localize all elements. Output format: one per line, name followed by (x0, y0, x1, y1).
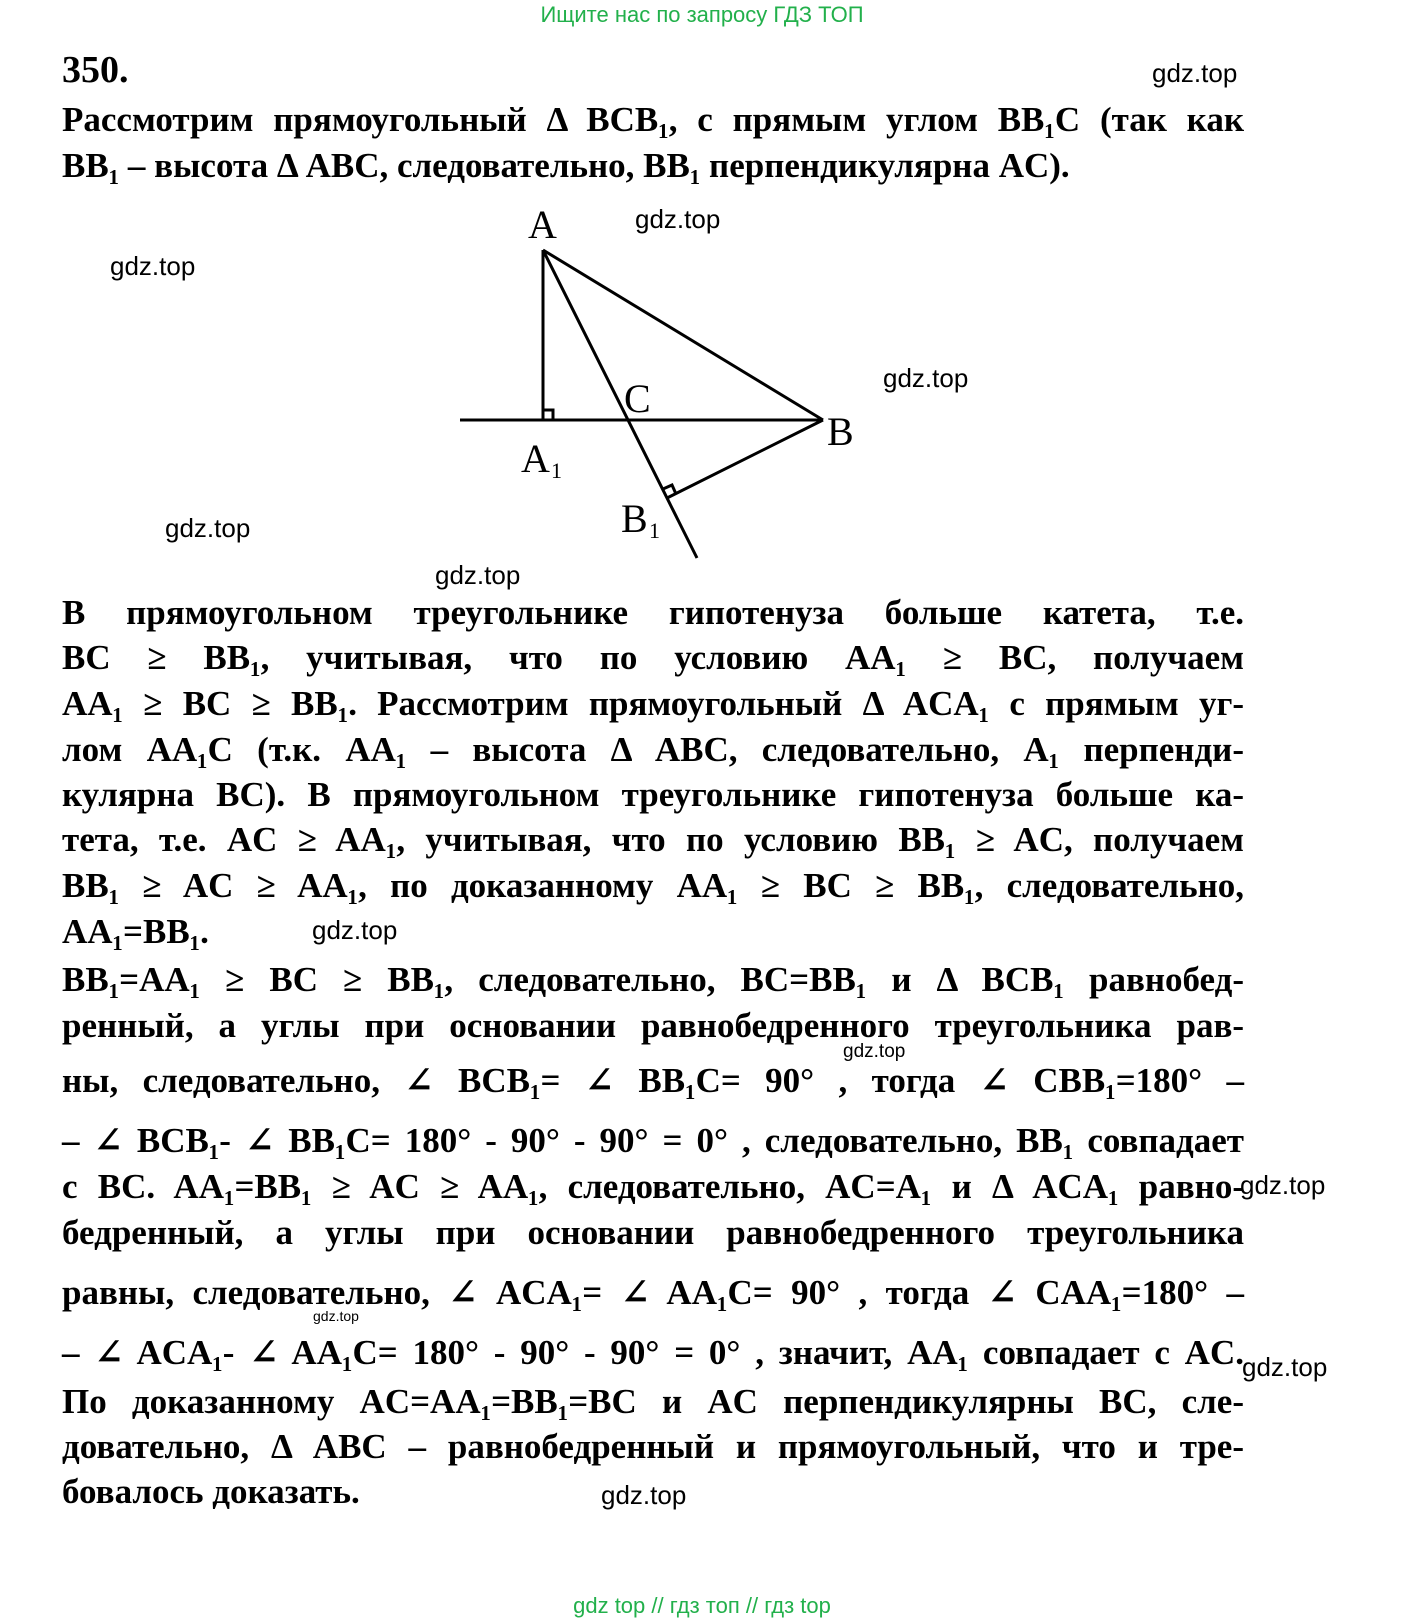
label-B1-sub: 1 (649, 518, 660, 543)
segment-BB1 (667, 420, 823, 498)
label-A1: A (521, 436, 550, 481)
text-line: BB₁ ≥ AC ≥ AA₁, по доказанному AA₁ ≥ BC ≥ BB₁, следовательно, (62, 866, 1244, 905)
watermark: gdz.top (1240, 1170, 1326, 1200)
text-line: ны, следовательно, ∠ BCB₁= ∠ BB₁C= 90° , тогда ∠ CBB₁=180° – (62, 1061, 1244, 1100)
text-line: – ∠ ACA₁- ∠ AA₁C= 180° - 90° - 90° = 0° , значит, AA₁ совпадает с AC. (62, 1333, 1244, 1372)
watermark: gdz.top (1152, 58, 1238, 88)
text-line: По доказанному AC=AA₁=BB₁=BC и AC перпендикулярны BC, сле- (62, 1382, 1244, 1421)
watermark: gdz.top (635, 204, 721, 234)
watermark: gdz.top (313, 1308, 359, 1324)
text-line: AA₁=BB₁. (62, 912, 209, 951)
watermark: gdz.top (312, 915, 398, 945)
label-A: A (528, 202, 557, 247)
problem-number: 350. (62, 49, 129, 91)
triangle-figure (0, 0, 1404, 600)
text-line: бедренный, а углы при основании равнобедренного треугольника (62, 1213, 1244, 1252)
text-line: BB₁ – высота Δ ABC, следовательно, BB₁ перпендикулярна AC). (62, 146, 1070, 185)
text-line: BB₁=AA₁ ≥ BC ≥ BB₁, следовательно, BC=BB₁ и Δ BCB₁ равнобед- (62, 960, 1244, 999)
watermark: gdz.top (1242, 1352, 1328, 1382)
label-C: C (624, 376, 651, 421)
text-line: AA₁ ≥ BC ≥ BB₁. Рассмотрим прямоугольный Δ ACA₁ с прямым уг- (62, 684, 1244, 723)
text-line: лом AA₁C (т.к. AA₁ – высота Δ ABC, следовательно, A₁ перпенди- (62, 730, 1244, 769)
text-line: с BC. AA₁=BB₁ ≥ AC ≥ AA₁, следовательно, AC=A₁ и Δ ACA₁ равно- (62, 1167, 1244, 1206)
label-A1-sub: 1 (551, 458, 562, 483)
watermark: gdz.top (435, 560, 521, 590)
top-banner: Ищите нас по запросу ГДЗ ТОП (540, 2, 864, 27)
text-line: Рассмотрим прямоугольный Δ BCB₁, с прямым углом BB₁C (так как (62, 100, 1244, 139)
watermark: gdz.top (110, 251, 196, 281)
text-line: равны, следовательно, ∠ ACA₁= ∠ AA₁C= 90° , тогда ∠ CAA₁=180° – (62, 1273, 1244, 1312)
watermark: gdz.top (843, 1041, 906, 1062)
footer: gdz top // гдз топ // гдз top (573, 1593, 831, 1618)
text-line: – ∠ BCB₁- ∠ BB₁C= 180° - 90° - 90° = 0° , следовательно, BB₁ совпадает (62, 1121, 1244, 1160)
text-line: кулярна BC). В прямоугольном треугольнике гипотенуза больше ка- (62, 775, 1244, 814)
watermark: gdz.top (601, 1480, 687, 1510)
text-line: тета, т.е. AC ≥ AA₁, учитывая, что по условию BB₁ ≥ AC, получаем (62, 820, 1244, 859)
label-B1: B (621, 496, 648, 541)
text-line: бовалось доказать. (62, 1472, 360, 1511)
text-line: ренный, а углы при основании равнобедренного треугольника рав- (62, 1006, 1244, 1045)
text-line: BC ≥ BB₁, учитывая, что по условию AA₁ ≥ BC, получаем (62, 638, 1244, 677)
watermark: gdz.top (165, 513, 251, 543)
label-B: B (827, 409, 854, 454)
watermark: gdz.top (883, 363, 969, 393)
text-line: довательно, Δ ABC – равнобедренный и прямоугольный, что и тре- (62, 1427, 1244, 1466)
text-line: В прямоугольном треугольнике гипотенуза больше катета, т.е. (62, 593, 1244, 632)
